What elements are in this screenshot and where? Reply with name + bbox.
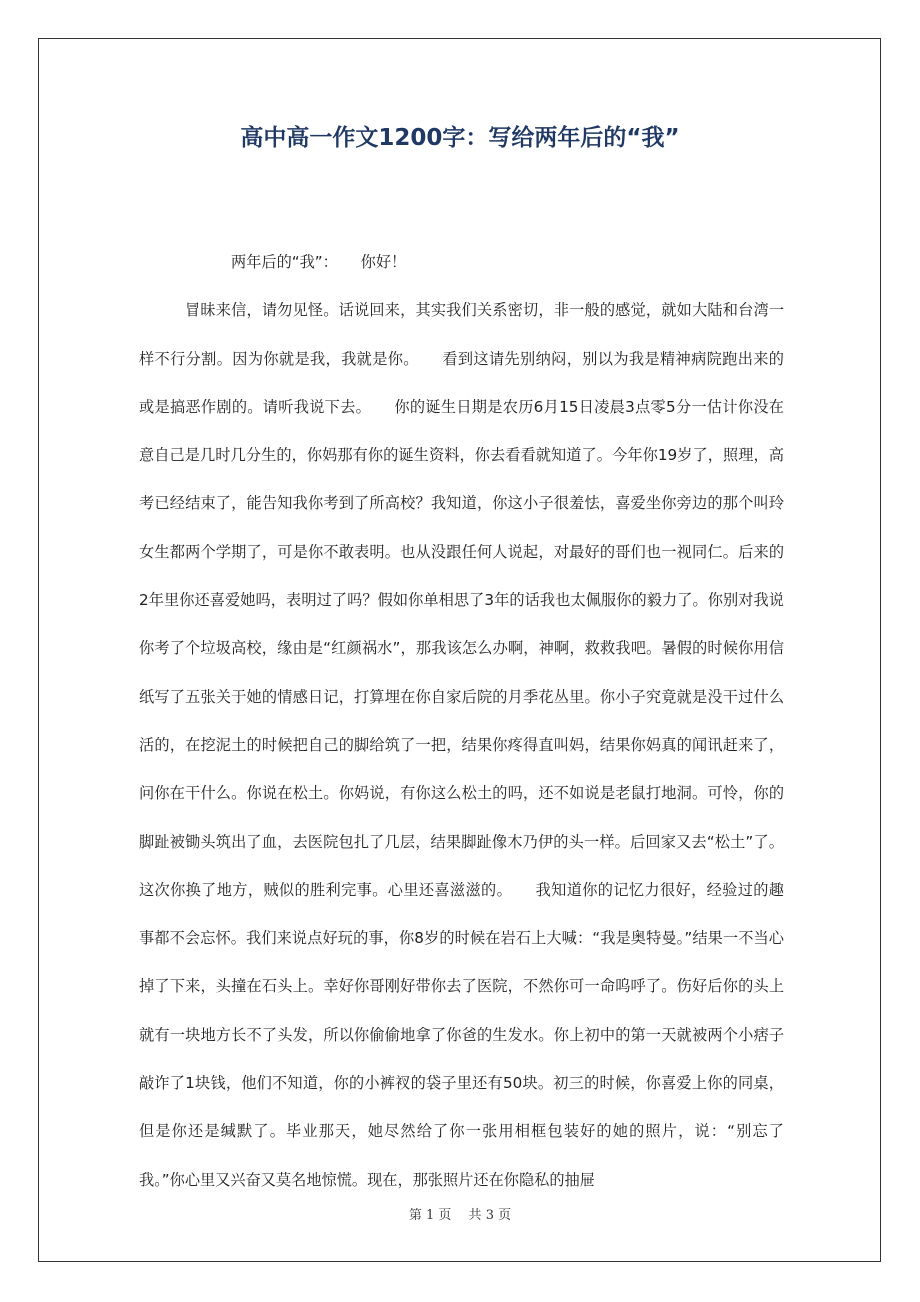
page-footer (0, 1206, 920, 1226)
document-body (139, 238, 784, 1204)
page-number-label: 第 1 页 共 3 页 (408, 1208, 512, 1223)
greeting-line: 两年后的“我”： 你好！ (231, 253, 407, 271)
document-title: 高中高一作文1200字：写给两年后的“我” (240, 125, 680, 151)
body-paragraph: 冒昧来信，请勿见怪。话说回来，其实我们关系密切，非一般的感觉，就如大陆和台湾一样不行分割。因为你就是我，我就是你。 看到这请先别纳闷，别以为我是精神病院跑出来的或是搞恶作剧的。请听我说下去。 你的诞生日期是农历6月15日凌晨3点零5分一估计你没在意自己是几时几分生的，你妈那有你的诞生资料，你去看看就知道了。今年你19岁了，照理，高考已经结束了，能告知我你考到了所高校？我知道，你这小子很羞怯，喜爱坐你旁边的那个叫玲女生都两个学期了，可是你不敢表明。也从没跟任何人说起，对最好的哥们也一视同仁。后来的2年里你还喜爱她吗，表明过了吗？假如你单相思了3年的话我也太佩服你的毅力了。你别对我说你考了个垃圾高校，缘由是“红颜祸水”，那我该怎么办啊，神啊，救救我吧。暑假的时候你用信纸写了五张关于她的情感日记，打算埋在你自家后院的月季花丛里。你小子究竟就是没干过什么活的，在挖泥土的时候把自己的脚给筑了一把，结果你疼得直叫妈，结果你妈真的闻讯赶来了，问你在干什么。你说在松土。你妈说，有你这么松土的吗，还不如说是老鼠打地洞。可怜，你的脚趾被锄头筑出了血，去医院包扎了几层，结果脚趾像木乃伊的头一样。后回家又去“松土”了。这次你换了地方，贼似的胜利完事。心里还喜滋滋的。 我知道你的记忆力很好，经验过的趣事都不会忘怀。我们来说点好玩的事，你8岁的时候在岩石上大喊：“我是奥特曼。”结果一不当心掉了下来，头撞在石头上。幸好你哥刚好带你去了医院，不然你可一命呜呼了。伤好后你的头上就有一块地方长不了头发，所以你偷偷地拿了你爸的生发水。你上初中的第一天就被两个小痞子敲诈了1块钱，他们不知道，你的小裤衩的袋子里还有50块。初三的时候，你喜爱上你的同桌，但是你还是缄默了。毕业那天，她尽然给了你一张用相框包装好的她的照片，说：“别忘了我。”你心里又兴奋又莫名地惊慌。现在，那张照片还在你隐私的抽屉 (139, 301, 784, 1189)
